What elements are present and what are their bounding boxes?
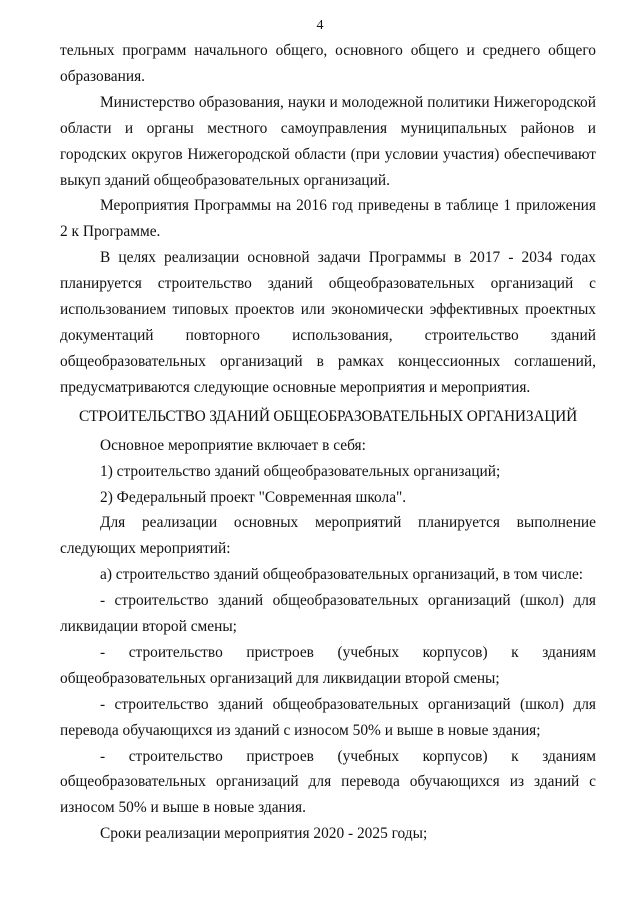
list-item: 1) строительство зданий общеобразовательных организаций; [100, 462, 501, 480]
paragraph: Сроки реализации мероприятия 2020 - 2025 годы; [100, 825, 428, 843]
paragraph: Для реализации основных мероприятий планируется выполнение следующих мероприятий: [60, 514, 596, 558]
list-item: - строительство пристроев (учебных корпусов) к зданиям общеобразовательных организаций для ликвидации второй смены; [60, 643, 596, 687]
document-body [60, 38, 596, 847]
section-heading: СТРОИТЕЛЬСТВО ЗДАНИЙ ОБЩЕОБРАЗОВАТЕЛЬНЫХ ОРГАНИЗАЦИЙ [78, 407, 578, 425]
paragraph: Основное мероприятие включает в себя: [100, 436, 366, 454]
paragraph: В целях реализации основной задачи Программы в 2017 - 2034 годах планируется строительство зданий общеобразовательных организаций с использованием типовых проектов или экономически эффективных проектных документаций повторного использования, строительство зданий общеобразовательных организаций в рамках концессионных соглашений, предусматриваются следующие основные мероприятия и мероприятия. [60, 249, 596, 396]
list-item: - строительство зданий общеобразовательных организаций (школ) для перевода обучающихся из зданий с износом 50% и выше в новые здания; [60, 695, 596, 739]
list-item: а) строительство зданий общеобразовательных организаций, в том числе: [100, 566, 584, 584]
page-number: 4 [316, 18, 324, 33]
list-item: 2) Федеральный проект "Современная школа". [100, 488, 407, 506]
paragraph: Министерство образования, науки и молодежной политики Нижегородской области и органы местного самоуправления муниципальных районов и городских округов Нижегородской области (при условии участия) обеспечивают выкуп зданий общеобразовательных организаций. [60, 93, 596, 189]
list-item: - строительство пристроев (учебных корпусов) к зданиям общеобразовательных организаций для перевода обучающихся из зданий с износом 50% и выше в новые здания. [60, 747, 596, 817]
paragraph: тельных программ начального общего, основного общего и среднего общего образования. [60, 42, 596, 85]
list-item: - строительство зданий общеобразовательных организаций (школ) для ликвидации второй смены; [60, 592, 596, 636]
paragraph: Мероприятия Программы на 2016 год приведены в таблице 1 приложения 2 к Программе. [60, 197, 596, 241]
